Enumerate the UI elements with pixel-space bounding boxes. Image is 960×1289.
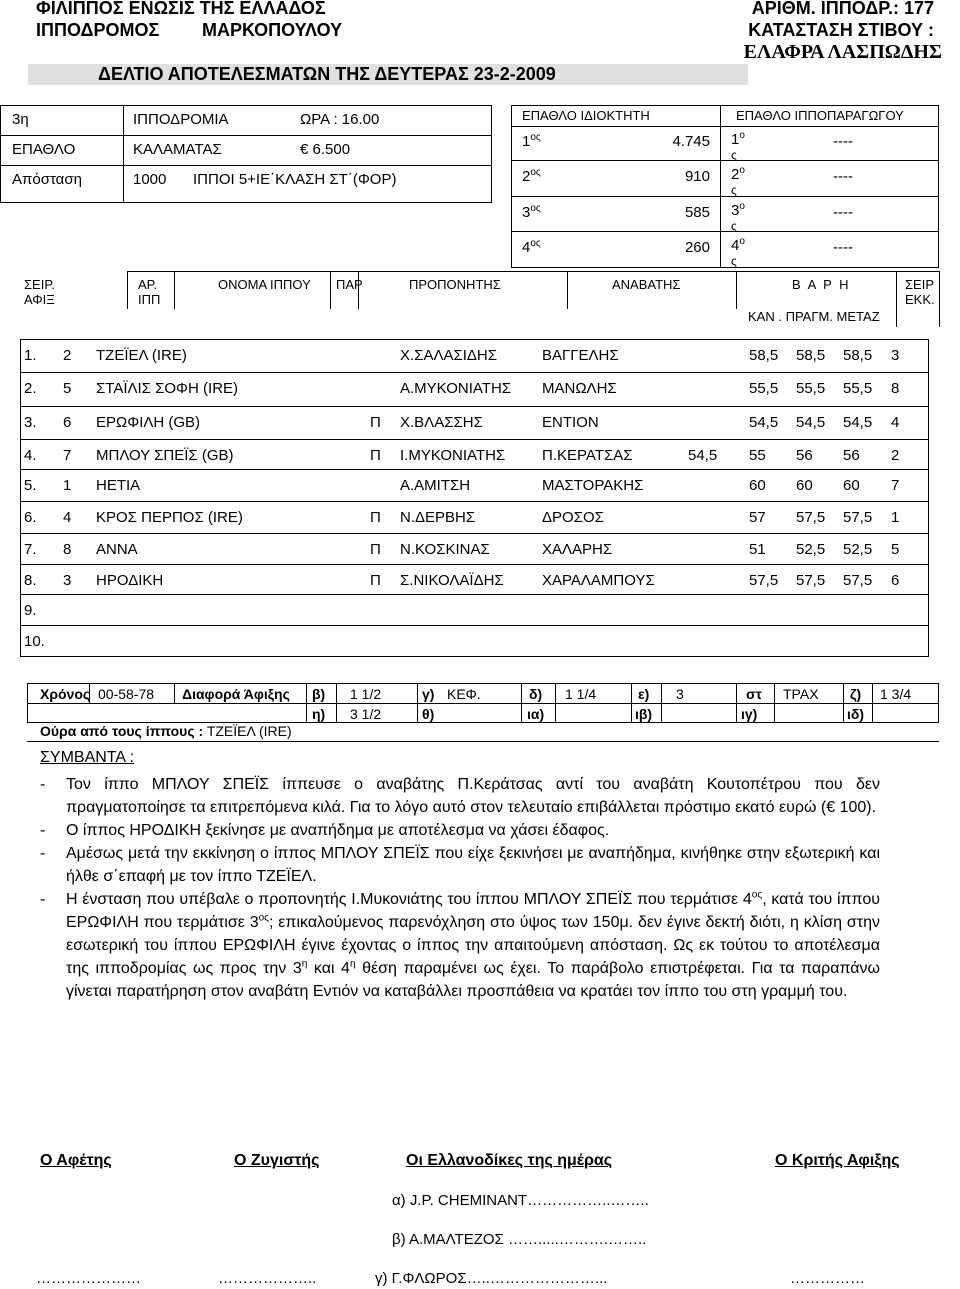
race-day-number: ΑΡΙΘΜ. ΙΠΠΟΔΡ.: 177 [751,0,934,18]
steward-3: γ) Γ.ΦΛΩΡΟΣ…..…………………... [375,1270,608,1287]
margin-th-label: θ) [422,706,435,722]
breeder-prize-amount: ---- [833,168,853,185]
trainer-name: Χ.ΣΑΛΑΣΙΔΗΣ [400,347,498,364]
last-horse-value: ΤΖΕΪΕΛ (IRE) [206,723,292,739]
breeder-prize-amount: ---- [833,204,853,221]
weight-pragm: 54,5 [796,414,826,431]
margin-z-label: ζ) [850,686,862,702]
col-jockey: ΑΝΑΒΑΤΗΣ [612,277,681,292]
gate-number: 2 [891,447,900,464]
finish-position: 3. [24,414,37,431]
table-row [20,594,929,625]
table-row [20,469,929,501]
weight-metaz: 60 [843,477,860,494]
events-title: ΣΥΜΒΑΝΤΑ : [40,749,135,766]
horse-flag: Π [370,541,381,558]
owner-place: $3^{o\varsigma}$ [522,203,541,221]
starter-signature-label: Ο Αφέτης [40,1152,112,1169]
trainer-name: Α.ΜΥΚΟΝΙΑΤΗΣ [400,380,512,397]
steward-2: β) Α.ΜΑΛΤΕΖΟΣ …….....……….…….. [392,1231,647,1248]
weight-metaz: 57,5 [843,572,873,589]
weight-metaz: 56 [843,447,860,464]
col-par: ΠΑΡ [336,277,363,292]
breeder-place-suffix: ς [731,183,737,197]
horse-number: 7 [63,447,72,464]
horse-flag: Π [370,572,381,589]
weight-pragm: 60 [796,477,813,494]
event-text: Ο ίππος ΗΡΟΔΙΚΗ ξεκίνησε με αναπήδημα με αποτέλεσμα να χάσει έδαφος. [66,822,610,839]
margin-st-value: ΤΡΑΧ [783,686,819,702]
table-row [20,406,929,439]
horse-number: 8 [63,541,72,558]
horse-number: 2 [63,347,72,364]
table-row [20,564,929,594]
org-name: ΦΙΛΙΠΠΟΣ ΕΝΩΣΙΣ ΤΗΣ ΕΛΛΑΔΟΣ [36,0,326,18]
horse-number: 5 [63,380,72,397]
weight-metaz: 52,5 [843,541,873,558]
distance-label: Απόσταση [12,171,82,188]
finish-position: 1. [24,347,37,364]
horse-name: ΤΖΕΪΕΛ (IRE) [96,347,187,364]
stewards-signature-label: Οι Ελλανοδίκες της ημέρας [406,1152,613,1169]
finish-position: 2. [24,380,37,397]
col-ekk: ΕΚΚ. [905,292,935,307]
col-trainer: ΠΡΟΠΟΝΗΤΗΣ [409,277,501,292]
starter-signature-line: ………………… [36,1270,141,1287]
event-item: - Η ένσταση που υπέβαλε ο προπονητής Ι.Μυκονιάτης του ίππου ΜΠΛΟΥ ΣΠΕΪΣ που τερμάτισε $4^{o\varsigma}$, κατά του ίππου ΕΡΩΦΙΛΗ που τερμάτισε $3^{o\varsigma}$; επικαλούμενος παρενόχληση στο ύψος των 150μ. δεν έγινε δεκτή διότι, η κλίση στην εσωτερική του ίππου ΕΡΩΦΙΛΗ έγινε έχοντας ο ίππος την απαιτούμενη απόσταση. Ως εκ τούτου το αποτέλεσμα της ιπποδρομίας ως προς την $3^\eta$ και $4^\eta$ θέση παραμένει ως έχει. Το παράβολο επιστρέφεται. Για τα παραπάνω γίνεται παρατήρηση στον αναβάτη Εντιόν να καταβάλλει προσπάθεια να κρατάει τον ίππο του στη γραμμή του. [40,888,880,1003]
trainer-name: Α.ΑΜΙΤΣΗ [400,477,471,494]
breeder-place-suffix: ς [731,148,737,162]
weight-kan: 55 [749,447,766,464]
finish-position: 5. [24,477,37,494]
race-word: ΙΠΠΟΔΡΟΜΙΑ [133,111,229,128]
event-item: - Ο ίππος ΗΡΟΔΙΚΗ ξεκίνησε με αναπήδημα με αποτέλεσμα να χάσει έδαφος. [40,819,880,842]
judge-signature-label: Ο Κριτής Αφιξης [775,1152,900,1169]
horse-name: ΑΝΝΑ [96,541,138,558]
col-horse-name: ΟΝΟΜΑ ΙΠΠΟΥ [218,277,311,292]
trainer-name: Χ.ΒΛΑΣΣΗΣ [400,414,483,431]
event-item: - Αμέσως μετά την εκκίνηση ο ίππος ΜΠΛΟΥ ΣΠΕΪΣ που είχε ξεκινήσει με αναπήδημα, κινήθηκε στην εξωτερική και ήλθε σ΄επαφή με τον ίππο ΤΖΕΪΕΛ. [40,842,880,888]
margin-h-value: 3 1/2 [350,706,382,722]
table-row [20,501,929,533]
finish-position: 10. [24,633,45,650]
margin-e-label: ε) [638,686,650,702]
gate-number: 1 [891,509,900,526]
finish-position: 7. [24,541,37,558]
jockey-name: ΜΑΝΩΛΗΣ [542,380,617,397]
margin-e-value: 3 [676,686,684,702]
jockey-name: ΧΑΡΑΛΑΜΠΟΥΣ [542,572,655,589]
col-ar: ΑΡ. [138,277,158,292]
finish-position: 9. [24,602,37,619]
horse-name: ΗΕΤΙΑ [96,477,141,494]
breeder-place: $1^o$ [731,130,745,148]
owner-place: $1^{o\varsigma}$ [522,132,541,150]
breeder-place-suffix: ς [731,254,737,268]
margin-d-label: δ) [529,686,543,702]
gate-number: 3 [891,347,900,364]
owner-prize-amount: 910 [684,168,710,185]
col-weights: Β Α Ρ Η [792,277,851,292]
trainer-name: Ν.ΚΟΣΚΙΝΑΣ [400,541,490,558]
weight-metaz: 58,5 [843,347,873,364]
events-list [40,773,880,1003]
margin-ib-label: ιβ) [635,706,653,722]
margin-g-label: γ) [422,686,435,702]
weight-pragm: 57,5 [796,509,826,526]
weigher-signature-line: ……………….. [218,1270,317,1287]
col-weights-sub: ΚΑΝ . ΠΡΑΓΜ. ΜΕΤΑΖ [748,309,880,324]
track-state-label: ΚΑΤΑΣΤΑΣΗ ΣΤΙΒΟΥ : [748,20,934,40]
margin-b-value: 1 1/2 [350,686,382,702]
col-afix: ΑΦΙΞ [24,292,55,307]
finish-position: 8. [24,572,37,589]
prize-amount: € 6.500 [300,141,351,158]
owner-prize-amount: 585 [684,204,710,221]
margin-id-label: ιδ) [847,706,865,722]
weight-pragm: 52,5 [796,541,826,558]
margin-b-label: β) [312,686,326,702]
weight-kan: 60 [749,477,766,494]
col-seir: ΣΕΙΡ. [24,277,55,292]
col-ipp: ΙΠΠ [138,292,161,307]
event-text: Αμέσως μετά την εκκίνηση ο ίππος ΜΠΛΟΥ ΣΠΕΪΣ που είχε ξεκινήσει με αναπήδημα, κινήθηκε στην εξωτερική και ήλθε σ΄επαφή με τον ίππο ΤΖΕΪΕΛ. [66,845,880,885]
table-row [20,533,929,564]
judge-signature-line: …………… [790,1270,865,1287]
jockey-allowance: 54,5 [688,447,718,464]
breeder-place: $4^o$ [731,236,745,254]
prize-label: ΕΠΑΘΛΟ [12,141,76,158]
breeder-prize-amount: ---- [833,239,853,256]
horse-name: ΜΠΛΟΥ ΣΠΕΪΣ (GB) [96,447,234,464]
jockey-name: Π.ΚΕΡΑΤΣΑΣ [542,447,633,464]
margin-h-label: η) [312,706,326,722]
race-time: ΩΡΑ : 16.00 [300,111,380,128]
gate-number: 6 [891,572,900,589]
racecourse-label: ΙΠΠΟΔΡΟΜΟΣ [36,20,160,40]
owner-place: $4^{o\varsigma}$ [522,238,541,256]
horse-number: 1 [63,477,72,494]
breeder-prize-amount: ---- [833,133,853,150]
prize-name: ΚΑΛΑΜΑΤΑΣ [133,141,222,158]
race-class: ΙΠΠΟΙ 5+ΙΕ΄ΚΛΑΣΗ ΣΤ΄(ΦΟΡ) [193,171,397,188]
horse-number: 4 [63,509,72,526]
table-row [20,372,929,406]
horse-flag: Π [370,447,381,464]
horse-name: ΣΤΑΪΛΙΣ ΣΟΦΗ (IRE) [96,380,239,397]
table-row [20,339,929,372]
horse-name: ΕΡΩΦΙΛΗ (GB) [96,414,201,431]
horse-number: 6 [63,414,72,431]
margin-st-label: στ [746,686,762,702]
weight-pragm: 56 [796,447,813,464]
weight-kan: 57,5 [749,572,779,589]
distance-value: 1000 [133,171,167,188]
gate-number: 8 [891,380,900,397]
time-value: 00-58-78 [98,686,155,702]
last-horse-label: Ούρα από τους ίππους : [40,723,204,739]
steward-1: α) J.P. CHEMINANT……………..…….. [392,1192,649,1209]
gate-number: 7 [891,477,900,494]
horse-name: ΗΡΟΔΙΚΗ [96,572,164,589]
weight-kan: 54,5 [749,414,779,431]
breeder-place: $2^o$ [731,165,745,183]
weight-metaz: 54,5 [843,414,873,431]
owner-prize-amount: 260 [684,239,710,256]
weight-kan: 57 [749,509,766,526]
margin-z-value: 1 3/4 [880,686,912,702]
margin-d-value: 1 1/4 [565,686,597,702]
table-row [20,625,929,657]
owner-place: $2^{o\varsigma}$ [522,167,541,185]
table-row [20,439,929,469]
weight-pragm: 55,5 [796,380,826,397]
horse-flag: Π [370,509,381,526]
event-text: Τον ίππο ΜΠΛΟΥ ΣΠΕΪΣ ίππευσε ο αναβάτης Π.Κεράτσας αντί του αναβάτη Κουτοπέτρου που δεν πραγματοποίησε τα επιτρεπόμενα κιλά. Για το λόγο αυτό στον τελευταίο επιβάλλεται πρόστιμο εκατό ευρώ (€ 100). [66,776,880,816]
race-number: 3η [12,111,29,128]
jockey-name: ΒΑΓΓΕΛΗΣ [542,347,619,364]
jockey-name: ΕΝΤΙΟΝ [542,414,599,431]
breeder-prize-header: ΕΠΑΘΛΟ ΙΠΠΟΠΑΡΑΓΩΓΟΥ [736,108,904,123]
weight-pragm: 57,5 [796,572,826,589]
col-seir2: ΣΕΙΡ [905,277,934,292]
margin-ig-label: ιγ) [741,706,758,722]
racecourse-location: ΜΑΡΚΟΠΟΥΛΟΥ [202,20,343,40]
horse-number: 3 [63,572,72,589]
weight-kan: 55,5 [749,380,779,397]
weigher-signature-label: Ο Ζυγιστής [234,1152,320,1169]
gate-number: 5 [891,541,900,558]
jockey-name: ΧΑΛΑΡΗΣ [542,541,613,558]
finish-position: 6. [24,509,37,526]
trainer-name: Ι.ΜΥΚΟΝΙΑΤΗΣ [400,447,506,464]
breeder-place-suffix: ς [731,219,737,233]
bulletin-title: ΔΕΛΤΙΟ ΑΠΟΤΕΛΕΣΜΑΤΩΝ ΤΗΣ ΔΕΥΤΕΡΑΣ 23-2-2009 [98,64,556,84]
owner-prize-amount: 4.745 [672,133,710,150]
margin-ia-label: ια) [527,706,545,722]
breeder-place: $3^o$ [731,201,745,219]
horse-name: ΚΡΟΣ ΠΕΡΠΟΣ (IRE) [96,509,243,526]
jockey-name: ΜΑΣΤΟΡΑΚΗΣ [542,477,644,494]
time-label: Χρόνος [40,686,91,702]
weight-metaz: 57,5 [843,509,873,526]
trainer-name: Ν.ΔΕΡΒΗΣ [400,509,476,526]
event-text: Η ένσταση που υπέβαλε ο προπονητής Ι.Μυκονιάτης του ίππου ΜΠΛΟΥ ΣΠΕΪΣ που τερμάτισε $4^{o\varsigma}$, κατά του ίππου ΕΡΩΦΙΛΗ που τερμάτισε $3^{o\varsigma}$; επικαλούμενος παρενόχληση στο ύψος των 150μ. δεν έγινε δεκτή διότι, η κλίση στην εσωτερική του ίππου ΕΡΩΦΙΛΗ έγινε έχοντας ο ίππος την απαιτούμενη απόσταση. Ως εκ τούτου το αποτέλεσμα της ιπποδρομίας ως προς την $3^\eta$ και $4^\eta$ θέση παραμένει ως έχει. Το παράβολο επιστρέφεται. Για τα παραπάνω γίνεται παρατήρηση στον αναβάτη Εντιόν να καταβάλλει προσπάθεια να κρατάει τον ίππο του στη γραμμή του. [66,889,881,1000]
track-state-value: ΕΛΑΦΡΑ ΛΑΣΠΩΔΗΣ [743,41,942,63]
gate-number: 4 [891,414,900,431]
weight-kan: 51 [749,541,766,558]
event-item: - Τον ίππο ΜΠΛΟΥ ΣΠΕΪΣ ίππευσε ο αναβάτης Π.Κεράτσας αντί του αναβάτη Κουτοπέτρου που δεν πραγματοποίησε τα επιτρεπόμενα κιλά. Για το λόγο αυτό στον τελευταίο επιβάλλεται πρόστιμο εκατό ευρώ (€ 100). [40,773,880,819]
finish-position: 4. [24,447,37,464]
margin-g-value: ΚΕΦ. [447,686,481,702]
prizes-box [511,105,939,268]
weight-kan: 58,5 [749,347,779,364]
margin-label: Διαφορά Άφιξης [182,686,290,702]
last-horse-row [40,723,292,739]
jockey-name: ΔΡΟΣΟΣ [542,509,604,526]
horse-flag: Π [370,414,381,431]
weight-metaz: 55,5 [843,380,873,397]
owner-prize-header: ΕΠΑΘΛΟ ΙΔΙΟΚΤΗΤΗ [522,108,650,123]
weight-pragm: 58,5 [796,347,826,364]
trainer-name: Σ.ΝΙΚΟΛΑΪΔΗΣ [400,572,504,589]
